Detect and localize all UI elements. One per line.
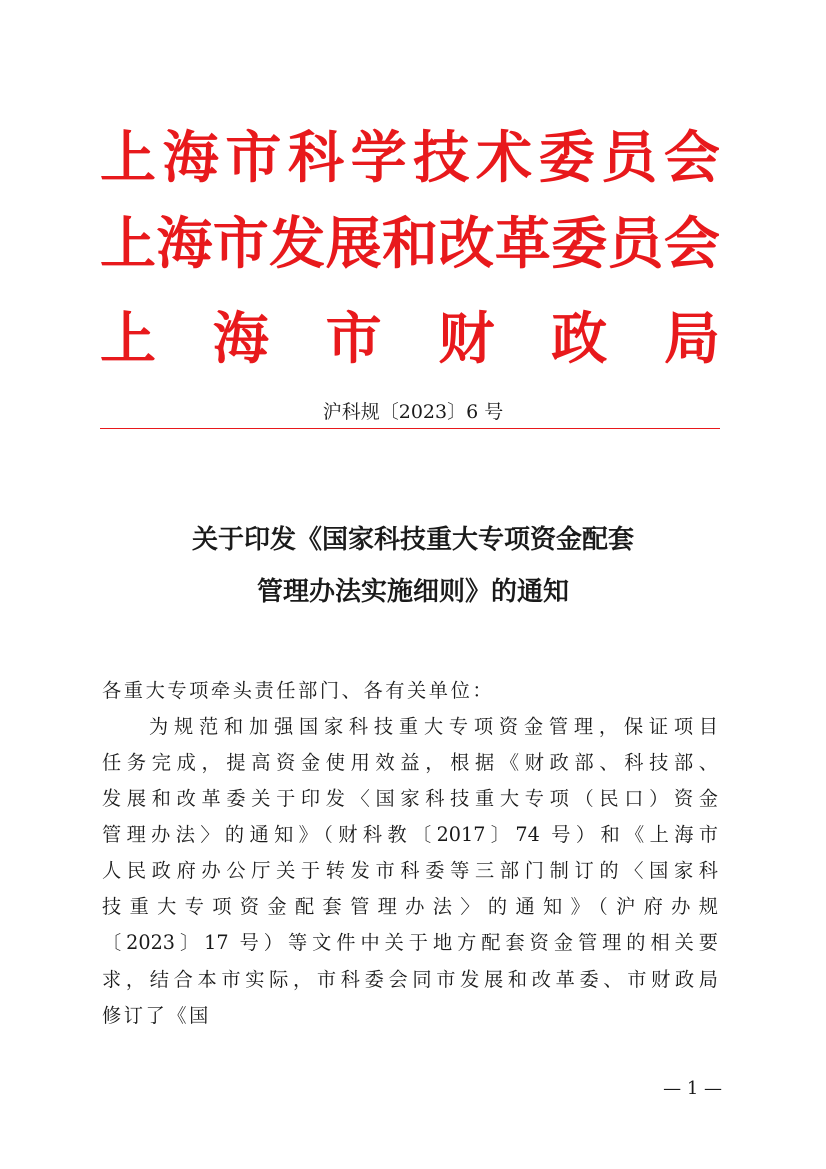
body-line: 人民政府办公厅关于转发市科委等三部门制订的〈国家科: [102, 859, 718, 883]
issuer-char: 海: [162, 125, 219, 191]
issuer-char: 海: [212, 306, 269, 372]
issuer-char: 市: [225, 125, 282, 191]
issuer-char: 海: [156, 211, 213, 277]
issuer-char: 上: [100, 306, 156, 372]
issuer-char: 政: [551, 306, 608, 372]
issuer-heading-finance-bureau: [100, 308, 720, 370]
issuer-char: 展: [325, 211, 382, 277]
page-number: — 1 —: [663, 1078, 722, 1099]
issuer-char: 发: [269, 211, 326, 277]
issuer-char: 委: [551, 211, 608, 277]
issuer-char: 财: [438, 306, 495, 372]
issuer-char: 市: [212, 211, 269, 277]
issuer-char: 上: [100, 211, 156, 277]
red-divider-line: [100, 428, 720, 429]
issuer-char: 学: [350, 125, 407, 191]
issuer-char: 科: [287, 125, 344, 191]
body-line: 任务完成，提高资金使用效益，根据《财政部、科技部、: [102, 751, 718, 774]
salutation: 各重大专项牵头责任部门、各有关单位：: [102, 679, 495, 702]
body-line: 〔2023〕17 号）等文件中关于地方配套资金管理的相关要: [102, 931, 718, 955]
body-line: 发展和改革委关于印发〈国家科技重大专项（民口）资金: [102, 787, 718, 811]
body-line: 为规范和加强国家科技重大专项资金管理，保证项目: [149, 715, 718, 738]
body-line: 求，结合本市实际，市科委会同市发展和改革委、市财政局: [102, 967, 718, 991]
issuer-char: 员: [601, 125, 658, 191]
issuer-char: 改: [438, 211, 495, 277]
issuer-char: 委: [538, 125, 595, 191]
issuer-char: 技: [413, 125, 470, 191]
issuer-char: 革: [494, 211, 551, 277]
document-title-line-1: 关于印发《国家科技重大专项资金配套: [191, 525, 634, 555]
body-line: 技重大专项资金配套管理办法〉的通知》（沪府办规: [102, 895, 718, 919]
issuer-char: 局: [663, 306, 720, 372]
document-body: [102, 676, 718, 1031]
issuer-char: 和: [381, 211, 438, 277]
issuer-char: 上: [100, 125, 156, 191]
issuer-heading-development-reform-commission: [100, 213, 720, 275]
body-line: 修订了《国: [102, 1003, 211, 1027]
issuer-char: 市: [325, 306, 382, 372]
document-title-line-2: 管理办法实施细则》的通知: [256, 577, 569, 607]
issuer-heading-science-commission: [100, 127, 720, 189]
issuer-char: 会: [663, 125, 720, 191]
document-number: 沪科规〔2023〕6 号: [322, 401, 504, 423]
issuer-char: 员: [607, 211, 664, 277]
issuer-char: 会: [663, 211, 720, 277]
issuer-char: 术: [475, 125, 532, 191]
body-line: 管理办法〉的通知》（财科教〔2017〕74 号）和《上海市: [102, 823, 718, 847]
